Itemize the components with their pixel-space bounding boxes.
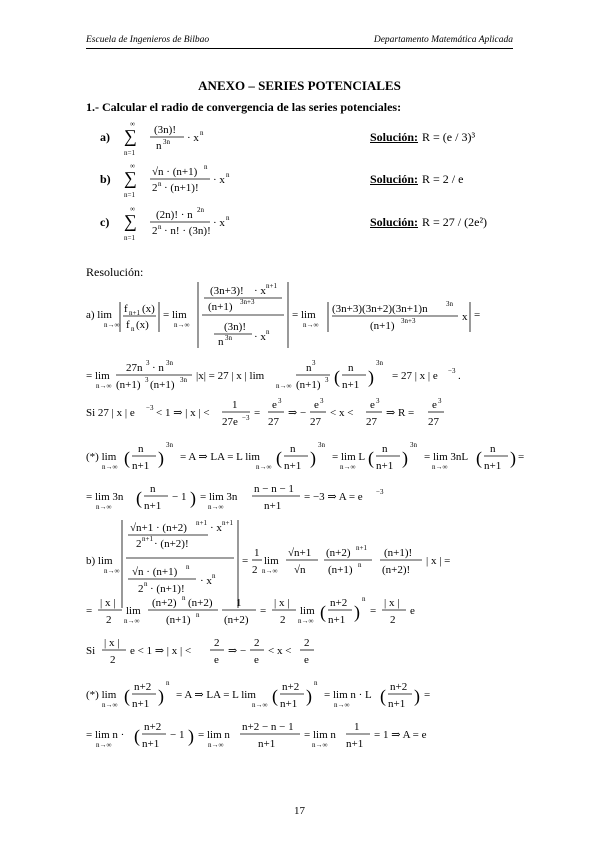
svg-text:n→∞: n→∞ xyxy=(298,617,314,625)
svg-text:n: n xyxy=(158,180,162,188)
svg-text:(n+1): (n+1) xyxy=(370,320,395,332)
svg-text:): ) xyxy=(510,448,516,468)
svg-text:(: ( xyxy=(276,448,282,468)
svg-text:(: ( xyxy=(380,686,386,706)
series-b-formula xyxy=(124,160,264,200)
resolution-a-limit xyxy=(86,355,526,399)
svg-text:3: 3 xyxy=(312,359,316,367)
svg-text:= A ⇒ LA = L lim: = A ⇒ LA = L lim xyxy=(176,689,256,701)
svg-text:2: 2 xyxy=(152,225,158,237)
svg-text:|x| = 27 | x | lim: |x| = 27 | x | lim xyxy=(196,370,265,382)
svg-text:=: = xyxy=(86,605,93,617)
svg-text:e: e xyxy=(254,654,259,666)
svg-text:): ) xyxy=(190,488,196,508)
svg-text:(n+1): (n+1) xyxy=(208,301,233,313)
svg-text:e < 1 ⇒ | x | <: e < 1 ⇒ | x | < xyxy=(130,645,192,657)
svg-text:2n: 2n xyxy=(197,206,204,214)
svg-text:1: 1 xyxy=(232,399,238,411)
solution-b: Solución: R = 2 / e xyxy=(370,172,464,186)
svg-text:√n · (n+1): √n · (n+1) xyxy=(132,566,178,578)
svg-text:n+1: n+1 xyxy=(264,500,282,512)
svg-text:= lim n · L: = lim n · L xyxy=(324,689,372,701)
svg-text:n+1: n+1 xyxy=(280,698,298,710)
svg-text:n+2: n+2 xyxy=(330,597,348,609)
svg-text:n→∞: n→∞ xyxy=(174,321,190,329)
svg-text:b) lim: b) lim xyxy=(86,555,113,567)
svg-text:n: n xyxy=(358,561,362,569)
svg-text:n+1: n+1 xyxy=(484,460,502,472)
svg-text:n+1: n+1 xyxy=(222,519,233,527)
svg-text:): ) xyxy=(158,686,164,706)
svg-text:= lim: = lim xyxy=(292,309,316,321)
solution-c: Solución: R = 27 / (2e²) xyxy=(370,215,488,229)
svg-text:(n+2): (n+2) xyxy=(188,597,213,609)
svg-text:n: n xyxy=(490,443,496,455)
svg-text:3: 3 xyxy=(376,398,380,405)
svg-text:e: e xyxy=(410,605,415,617)
svg-text:3n: 3n xyxy=(180,376,187,384)
svg-text:−3: −3 xyxy=(376,488,384,496)
svg-text:n→∞: n→∞ xyxy=(208,503,224,511)
svg-text:= lim: = lim xyxy=(86,370,110,382)
header-rule xyxy=(86,48,513,49)
svg-text:√n: √n xyxy=(294,564,306,576)
exercise-c-label: c) xyxy=(100,215,110,229)
svg-text:n+1: n+1 xyxy=(284,460,302,472)
svg-text:3: 3 xyxy=(438,398,442,405)
svg-text:n: n xyxy=(212,572,216,580)
svg-text:n: n xyxy=(150,483,156,495)
svg-text:= 27 | x | e: = 27 | x | e xyxy=(392,370,438,382)
svg-text:1: 1 xyxy=(236,597,242,609)
svg-text:(x): (x) xyxy=(142,303,155,315)
svg-text:2: 2 xyxy=(304,637,310,649)
solution-a: Solución: R = (e / 3)³ xyxy=(370,130,476,144)
svg-text:2: 2 xyxy=(106,614,112,626)
svg-text:f: f xyxy=(126,319,130,331)
svg-text:2: 2 xyxy=(136,538,142,550)
svg-text:= lim n: = lim n xyxy=(304,729,336,741)
svg-text:n+1: n+1 xyxy=(258,738,276,750)
svg-text:n→∞: n→∞ xyxy=(312,741,328,749)
exercise-statement: 1.- Calcular el radio de convergencia de las series potenciales: xyxy=(86,100,402,114)
svg-text:n→∞: n→∞ xyxy=(102,463,118,471)
svg-text:2: 2 xyxy=(390,614,396,626)
svg-text:3n+3: 3n+3 xyxy=(401,317,416,325)
svg-text:∑: ∑ xyxy=(124,168,137,188)
svg-text:(: ( xyxy=(136,488,142,508)
svg-text:3n: 3n xyxy=(446,300,453,308)
svg-text:(3n+3)(3n+2)(3n+1)n: (3n+3)(3n+2)(3n+1)n xyxy=(332,303,428,315)
svg-text:.: . xyxy=(458,370,461,382)
svg-text:n=1: n=1 xyxy=(124,234,135,242)
svg-text:3n: 3n xyxy=(166,441,173,449)
svg-text:= −3 ⇒ A = e: = −3 ⇒ A = e xyxy=(304,491,363,503)
resolution-a-radius xyxy=(86,398,526,432)
svg-text:(: ( xyxy=(272,686,278,706)
series-a-formula xyxy=(124,118,244,158)
svg-text:3n: 3n xyxy=(318,441,325,449)
svg-text:· (n+2)!: · (n+2)! xyxy=(154,538,189,550)
svg-text:27: 27 xyxy=(268,416,279,428)
svg-text:n+2: n+2 xyxy=(282,681,300,693)
svg-text:· n! · (3n)!: · n! · (3n)! xyxy=(164,225,211,237)
svg-text:· x: · x xyxy=(200,575,212,587)
svg-text:n→∞: n→∞ xyxy=(96,382,112,390)
svg-text:n→∞: n→∞ xyxy=(104,321,120,329)
svg-text:lim: lim xyxy=(126,605,141,617)
svg-text:n→∞: n→∞ xyxy=(208,741,224,749)
svg-text:n+1: n+1 xyxy=(346,738,364,750)
svg-text:= lim n ·: = lim n · xyxy=(86,729,125,741)
svg-text:(*) lim: (*) lim xyxy=(86,451,117,463)
svg-text:(n+1): (n+1) xyxy=(328,564,353,576)
svg-text:=: = xyxy=(254,407,261,419)
svg-text:(2n)! · n: (2n)! · n xyxy=(156,209,193,221)
svg-text:n: n xyxy=(362,595,366,603)
svg-text:n: n xyxy=(218,336,224,348)
svg-text:3n+3: 3n+3 xyxy=(240,298,255,306)
svg-text:(x): (x) xyxy=(136,319,149,331)
svg-text:n: n xyxy=(182,594,186,602)
svg-text:· x: · x xyxy=(254,285,266,297)
svg-text:(n+1): (n+1) xyxy=(166,614,191,626)
header-left: Escuela de Ingenieros de Bilbao xyxy=(86,35,210,45)
svg-text:= 1 ⇒ A = e: = 1 ⇒ A = e xyxy=(374,729,427,741)
svg-text:= lim 3nL: = lim 3nL xyxy=(424,451,469,463)
svg-text:⇒ −: ⇒ − xyxy=(288,407,307,419)
svg-text:2: 2 xyxy=(280,614,286,626)
resolution-a-auxiliary-limit xyxy=(86,440,526,480)
svg-text:· x: · x xyxy=(254,331,266,343)
svg-text:(: ( xyxy=(368,448,374,468)
svg-text:⇒ −: ⇒ − xyxy=(228,645,247,657)
svg-text:n+2: n+2 xyxy=(144,721,162,733)
svg-text:| x |: | x | xyxy=(104,637,120,649)
svg-text:Si: Si xyxy=(86,645,96,657)
svg-text:n: n xyxy=(314,679,318,687)
svg-text:e: e xyxy=(214,654,219,666)
svg-text:∑: ∑ xyxy=(124,126,137,146)
svg-text:n: n xyxy=(138,443,144,455)
svg-text:| x |: | x | xyxy=(100,597,116,609)
exercise-b-label: b) xyxy=(100,172,111,186)
svg-text:< x <: < x < xyxy=(330,407,354,419)
svg-text:3n: 3n xyxy=(166,359,173,367)
resolution-b-auxiliary-limit xyxy=(86,678,526,718)
svg-text:=: = xyxy=(474,309,481,321)
svg-text:(n+1): (n+1) xyxy=(296,379,321,391)
svg-text:| x |: | x | xyxy=(274,597,290,609)
svg-text:n+2: n+2 xyxy=(390,681,408,693)
svg-text:2: 2 xyxy=(214,637,220,649)
svg-text:n+1: n+1 xyxy=(266,282,277,290)
svg-text:n+1: n+1 xyxy=(132,698,150,710)
svg-text:∞: ∞ xyxy=(130,205,135,213)
exercise-a-label: a) xyxy=(100,130,110,144)
svg-text:3: 3 xyxy=(325,376,329,384)
svg-text:(n+1): (n+1) xyxy=(150,379,175,391)
svg-text:− 1: − 1 xyxy=(170,729,185,741)
svg-text:< 1 ⇒ | x | <: < 1 ⇒ | x | < xyxy=(156,407,210,419)
svg-text:· (n+1)!: · (n+1)! xyxy=(150,583,185,595)
svg-text:n: n xyxy=(382,443,388,455)
svg-text:n+1: n+1 xyxy=(388,698,406,710)
svg-text:n: n xyxy=(290,443,296,455)
svg-text:n+2: n+2 xyxy=(134,681,152,693)
svg-text:n→∞: n→∞ xyxy=(340,463,356,471)
page-title: ANEXO – SERIES POTENCIALES xyxy=(198,78,401,93)
svg-text:2: 2 xyxy=(110,654,116,666)
page-number: 17 xyxy=(294,805,305,817)
svg-text:(3n+3)!: (3n+3)! xyxy=(210,285,244,297)
svg-text:=: = xyxy=(424,689,431,701)
svg-text:n: n xyxy=(156,140,162,152)
svg-text:n→∞: n→∞ xyxy=(256,463,272,471)
svg-text:n+2 − n − 1: n+2 − n − 1 xyxy=(242,721,294,733)
svg-text:−3: −3 xyxy=(448,367,456,375)
svg-text:√n+1 · (n+2): √n+1 · (n+2) xyxy=(130,522,187,534)
svg-text:n: n xyxy=(158,223,162,231)
svg-text:e: e xyxy=(432,399,437,411)
svg-text:(: ( xyxy=(320,602,326,622)
svg-text:2: 2 xyxy=(152,182,158,194)
svg-text:(: ( xyxy=(124,686,130,706)
svg-text:n+1: n+1 xyxy=(196,519,207,527)
svg-text:lim: lim xyxy=(264,555,279,567)
svg-text:· x: · x xyxy=(210,522,222,534)
svg-text:n: n xyxy=(166,679,170,687)
svg-text:= lim 3n: = lim 3n xyxy=(86,491,124,503)
svg-text:n: n xyxy=(204,163,208,171)
svg-text:3n: 3n xyxy=(225,334,232,342)
svg-text:n: n xyxy=(306,362,312,374)
resolution-b-limit xyxy=(86,592,526,634)
svg-text:(: ( xyxy=(124,448,130,468)
svg-text:| x | =: | x | = xyxy=(426,555,451,567)
svg-text:a) lim: a) lim xyxy=(86,309,112,321)
resolution-heading: Resolución: xyxy=(86,265,144,279)
svg-text:): ) xyxy=(158,448,164,468)
svg-text:e: e xyxy=(314,399,319,411)
svg-text:n→∞: n→∞ xyxy=(252,701,268,709)
svg-text:n+1: n+1 xyxy=(328,614,346,626)
svg-text:27: 27 xyxy=(366,416,377,428)
svg-text:1: 1 xyxy=(254,547,260,559)
svg-text:n→∞: n→∞ xyxy=(276,382,292,390)
svg-text:= lim: = lim xyxy=(163,309,187,321)
svg-text:3: 3 xyxy=(278,398,282,405)
svg-text:1: 1 xyxy=(354,721,360,733)
svg-text:· x: · x xyxy=(213,174,225,186)
svg-text:∑: ∑ xyxy=(124,211,137,231)
svg-text:(3n)!: (3n)! xyxy=(224,321,246,333)
svg-text:e: e xyxy=(272,399,277,411)
svg-text:n: n xyxy=(226,171,230,179)
svg-text:): ) xyxy=(402,448,408,468)
svg-text:− 1: − 1 xyxy=(172,491,187,503)
svg-text:(n+2): (n+2) xyxy=(152,597,177,609)
svg-text:n: n xyxy=(186,563,190,571)
svg-text:n+1: n+1 xyxy=(356,544,367,552)
svg-text:n+1: n+1 xyxy=(376,460,394,472)
svg-text:2: 2 xyxy=(252,564,258,576)
svg-text:∞: ∞ xyxy=(130,120,135,128)
svg-text:27: 27 xyxy=(428,416,439,428)
svg-text:= lim n: = lim n xyxy=(198,729,230,741)
svg-text:| x |: | x | xyxy=(384,597,400,609)
svg-text:n: n xyxy=(348,362,354,374)
svg-text:⇒ R =: ⇒ R = xyxy=(386,407,415,419)
svg-text:√n · (n+1): √n · (n+1) xyxy=(152,166,198,178)
svg-text:n: n xyxy=(200,129,204,137)
svg-text:· n: · n xyxy=(152,362,164,374)
svg-text:n→∞: n→∞ xyxy=(124,617,140,625)
svg-text:n=1: n=1 xyxy=(124,149,135,157)
svg-text:Si 27 | x | e: Si 27 | x | e xyxy=(86,407,135,419)
svg-text:): ) xyxy=(306,686,312,706)
svg-text:(: ( xyxy=(134,726,140,746)
svg-text:(n+2): (n+2) xyxy=(224,614,249,626)
resolution-a-ratio-test xyxy=(86,280,526,350)
resolution-b-radius xyxy=(86,636,526,672)
svg-text:lim: lim xyxy=(300,605,315,617)
svg-text:3: 3 xyxy=(145,376,149,384)
svg-text:(n+2)!: (n+2)! xyxy=(382,564,411,576)
svg-text:n: n xyxy=(196,611,200,619)
svg-text:−3: −3 xyxy=(146,404,154,412)
svg-text:2: 2 xyxy=(138,583,144,595)
svg-text:(3n)!: (3n)! xyxy=(154,124,176,136)
svg-text:n − n − 1: n − n − 1 xyxy=(254,483,294,495)
svg-text:3: 3 xyxy=(146,359,150,367)
svg-text:n→∞: n→∞ xyxy=(262,567,278,575)
svg-text:3n: 3n xyxy=(376,359,383,367)
svg-text:n→∞: n→∞ xyxy=(104,567,120,575)
svg-text:−3: −3 xyxy=(242,414,250,422)
svg-text:(n+2): (n+2) xyxy=(326,547,351,559)
svg-text:=: = xyxy=(518,451,525,463)
svg-text:e: e xyxy=(304,654,309,666)
svg-text:=: = xyxy=(260,605,267,617)
svg-text:· x: · x xyxy=(187,132,199,144)
svg-text:2: 2 xyxy=(254,637,260,649)
svg-text:n→∞: n→∞ xyxy=(432,463,448,471)
svg-text:): ) xyxy=(368,367,374,387)
svg-text:3: 3 xyxy=(320,398,324,405)
svg-text:3n: 3n xyxy=(410,441,417,449)
svg-text:= lim 3n: = lim 3n xyxy=(200,491,238,503)
svg-text:=: = xyxy=(242,555,249,567)
svg-text:(n+1): (n+1) xyxy=(116,379,141,391)
svg-text:n: n xyxy=(266,328,270,336)
svg-text:n→∞: n→∞ xyxy=(102,701,118,709)
svg-text:< x <: < x < xyxy=(268,645,292,657)
svg-text:): ) xyxy=(354,602,360,622)
svg-text:n→∞: n→∞ xyxy=(303,321,319,329)
svg-text:(: ( xyxy=(476,448,482,468)
svg-text:(: ( xyxy=(334,367,340,387)
svg-text:∞: ∞ xyxy=(130,162,135,170)
svg-text:n: n xyxy=(144,580,148,588)
svg-text:n→∞: n→∞ xyxy=(334,701,350,709)
svg-text:n→∞: n→∞ xyxy=(96,741,112,749)
svg-text:): ) xyxy=(310,448,316,468)
svg-text:x: x xyxy=(462,311,468,323)
svg-text:e: e xyxy=(370,399,375,411)
resolution-b-result xyxy=(86,720,526,756)
svg-text:n+1: n+1 xyxy=(132,460,150,472)
svg-text:n+1: n+1 xyxy=(142,738,160,750)
svg-text:= A ⇒ LA = L lim: = A ⇒ LA = L lim xyxy=(180,451,260,463)
exercise-c xyxy=(86,203,516,243)
svg-text:27: 27 xyxy=(310,416,321,428)
resolution-a-result xyxy=(86,482,526,518)
exercise-b xyxy=(86,160,516,200)
svg-text:27n: 27n xyxy=(126,362,143,374)
svg-text:n+1: n+1 xyxy=(144,500,162,512)
svg-text:· (n+1)!: · (n+1)! xyxy=(164,182,199,194)
series-c-formula xyxy=(124,203,264,243)
svg-text:n: n xyxy=(226,214,230,222)
svg-text:n: n xyxy=(131,325,135,333)
svg-text:n=1: n=1 xyxy=(124,191,135,199)
svg-text:= lim L: = lim L xyxy=(332,451,366,463)
header-right: Departamento Matemática Aplicada xyxy=(373,35,513,45)
svg-text:n+1: n+1 xyxy=(142,535,153,543)
svg-text:=: = xyxy=(370,605,377,617)
svg-text:f: f xyxy=(124,303,128,315)
svg-text:(*) lim: (*) lim xyxy=(86,689,117,701)
svg-text:27e: 27e xyxy=(222,416,238,428)
svg-text:n+1: n+1 xyxy=(342,379,360,391)
svg-text:n+1: n+1 xyxy=(129,309,140,317)
svg-text:): ) xyxy=(414,686,420,706)
svg-text:3n: 3n xyxy=(163,138,170,146)
exercise-a xyxy=(86,118,516,158)
svg-text:√n+1: √n+1 xyxy=(288,547,312,559)
svg-text:· x: · x xyxy=(213,217,225,229)
svg-text:n→∞: n→∞ xyxy=(96,503,112,511)
svg-text:): ) xyxy=(188,726,194,746)
svg-text:(n+1)!: (n+1)! xyxy=(384,547,413,559)
